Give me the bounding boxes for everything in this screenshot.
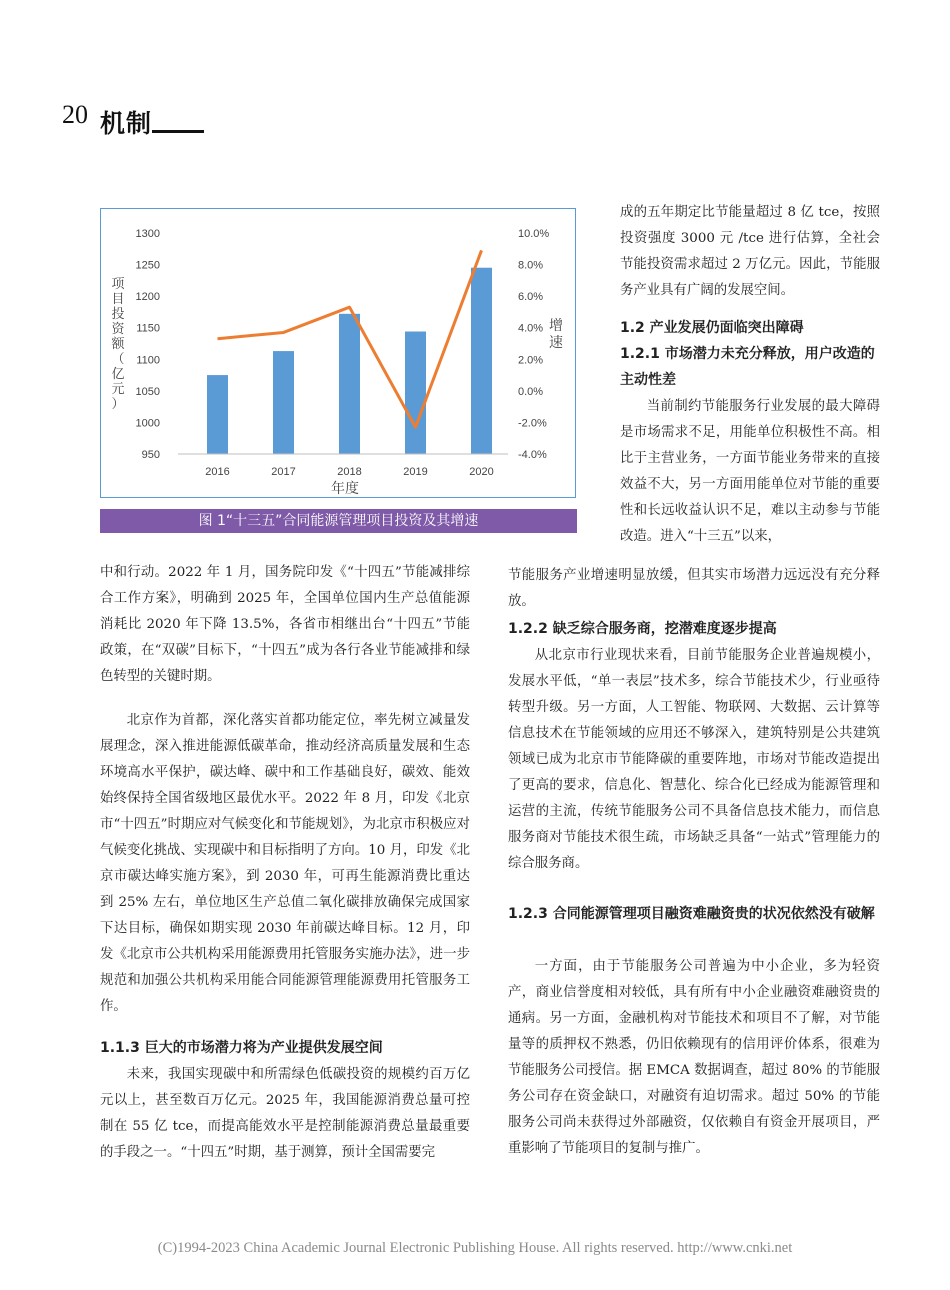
page-number: 20 bbox=[62, 100, 88, 129]
left-tick-label: 1200 bbox=[135, 291, 160, 304]
paragraph-1-2-2: 从北京市行业现状来看，目前节能服务企业普遍规模小，发展水平低，“单一表层”技术多，综合节能技术少，行业亟待转型升级。另一方面，人工智能、物联网、大数据、云计算等信息技术在节能领域的应用还不够深入，建筑特别是公共建筑领域已成为北京市节能降碳的重要阵地，市场对节能改造提出了更高的要求，信息化、智慧化、综合化已经成为能源管理和运营的主流，传统节能服务公司不具备信息技术能力，而信息服务商对节能技术很生疏，市场缺乏具备“一站式”管理能力的综合服务商。 bbox=[508, 648, 880, 871]
left-tick-label: 1150 bbox=[136, 322, 160, 335]
left-axis-title-char: （ bbox=[111, 352, 125, 367]
paragraph-1-2-1-b: 节能服务产业增速明显放缓，但其实市场潜力远远没有充分释放。 bbox=[508, 568, 880, 609]
paragraph-left-1: 中和行动。2022 年 1 月，国务院印发《“十四五”节能减排综合工作方案》，明确到 2025 年，全国单位国内生产总值能源消耗比 2020 年下降 13.5%，各省市相继出台“十四五”节能政策，在“双碳”目标下，“十四五”成为各行各业节能减排和绿色转型的关键时期。 bbox=[100, 565, 470, 684]
bar-2019 bbox=[405, 332, 426, 454]
left-axis-title-char: 额 bbox=[111, 337, 125, 352]
right-axis-title-char: 增 bbox=[549, 318, 563, 334]
paragraph-left-3: 未来，我国实现碳中和所需绿色低碳投资的规模约百万亿元以上，甚至数百万亿元。2025 年，我国能源消费总量可控制在 55 亿 tce，而提高能效水平是控制能源消费总量最重要的手段之一。“十四五”时期，基于测算，预计全国需要完 bbox=[100, 1067, 470, 1160]
heading-1-2-1: 1.2.1 市场潜力未充分释放，用户改造的主动性差 bbox=[620, 346, 875, 388]
copyright-footer: (C)1994-2023 China Academic Journal Electronic Publishing House. All rights reserved. http://www.cnki.net bbox=[157, 1240, 793, 1256]
section-title: 机制 bbox=[100, 109, 153, 138]
left-axis-title-char: 目 bbox=[111, 292, 125, 307]
left-tick-label: 1100 bbox=[136, 354, 160, 367]
figure-caption: 图 1“十三五”合同能源管理项目投资及其增速 bbox=[100, 509, 577, 533]
right-tick-label: 10.0% bbox=[518, 228, 550, 240]
combo-chart bbox=[100, 208, 576, 498]
left-axis-title-char: 元 bbox=[111, 382, 125, 397]
heading-1-2-3: 1.2.3 合同能源管理项目融资难融资贵的状况依然没有破解 bbox=[508, 906, 875, 922]
x-tick-label: 2016 bbox=[205, 466, 230, 478]
left-tick-label: 1250 bbox=[135, 259, 160, 272]
paragraph-right-top: 成的五年期定比节能量超过 8 亿 tce，按照投资强度 3000 元 /tce 进行估算，全社会节能投资需求超过 2 万亿元。因此，节能服务产业具有广阔的发展空间。 bbox=[620, 205, 880, 298]
left-axis-title-char: 亿 bbox=[111, 367, 125, 382]
bar-2017 bbox=[273, 351, 294, 454]
right-axis-title-char: 速 bbox=[549, 335, 563, 351]
heading-1-1-3: 1.1.3 巨大的市场潜力将为产业提供发展空间 bbox=[100, 1040, 383, 1056]
x-tick-label: 2020 bbox=[469, 466, 494, 478]
paragraph-left-2: 北京作为首都，深化落实首都功能定位，率先树立减量发展理念，深入推进能源低碳革命，推动经济高质量发展和生态环境高水平保护，碳达峰、碳中和工作基础良好，碳效、能效始终保持全国省级地区最优水平。2022 年 8 月，印发《北京市“十四五”时期应对气候变化和节能规划》，为北京市积极应对气候变化挑战、实现碳中和目标指明了方向。10 月，印发《北京市碳达峰实施方案》，到 2030 年，可再生能源消费比重达到 25% 左右，单位地区生产总值二氧化碳排放确保完成国家下达目标，确保如期实现 2030 年前碳达峰目标。12 月，印发《北京市公共机构采用能源费用托管服务实施办法》，进一步规范和加强公共机构采用能合同能源管理能源费用托管服务工作。 bbox=[100, 713, 470, 1014]
left-axis-title-char: 项 bbox=[111, 277, 125, 292]
x-tick-label: 2019 bbox=[403, 466, 428, 478]
left-tick-label: 1000 bbox=[135, 417, 160, 430]
bar-2020 bbox=[471, 268, 492, 454]
right-tick-label: 2.0% bbox=[518, 354, 544, 367]
x-tick-label: 2017 bbox=[271, 466, 296, 478]
right-tick-label: 0.0% bbox=[518, 385, 544, 398]
left-tick-label: 1050 bbox=[135, 385, 160, 398]
left-tick-label: 950 bbox=[141, 449, 160, 461]
bar-2016 bbox=[207, 375, 228, 454]
left-axis-title-char: 资 bbox=[111, 322, 125, 337]
heading-1-2: 1.2 产业发展仍面临突出障碍 bbox=[620, 320, 804, 336]
right-tick-label: -4.0% bbox=[518, 449, 547, 461]
title-underline bbox=[152, 130, 204, 133]
right-tick-label: 4.0% bbox=[518, 322, 544, 335]
right-tick-label: 8.0% bbox=[518, 259, 544, 272]
left-tick-label: 1300 bbox=[135, 228, 160, 240]
paragraph-1-2-1-a: 当前制约节能服务行业发展的最大障碍是市场需求不足，用能单位积极性不高。相比于主营业务，一方面节能业务带来的直接效益不大，另一方面用能单位对节能的重要性和长远收益认识不足，难以主动参与节能改造。进入“十三五”以来， bbox=[620, 399, 880, 544]
bar-2018 bbox=[339, 314, 360, 454]
right-tick-label: -2.0% bbox=[518, 417, 547, 430]
x-axis-title: 年度 bbox=[331, 481, 359, 497]
paragraph-1-2-3: 一方面，由于节能服务公司普遍为中小企业，多为轻资产，商业信誉度相对较低，具有所有中小企业融资难融资贵的通病。另一方面，金融机构对节能技术和项目不了解，对节能量等的质押权不熟悉，仍旧依赖现有的信用评价体系，很难为节能服务公司授信。据 EMCA 数据调查，超过 80% 的节能服务公司存在资金缺口，对融资有迫切需求。超过 50% 的节能服务公司尚未获得过外部融资，仅依赖自有资金开展项目，严重影响了节能项目的复制与推广。 bbox=[508, 959, 880, 1156]
left-axis-title-char: 投 bbox=[111, 307, 125, 322]
x-tick-label: 2018 bbox=[337, 466, 362, 478]
right-tick-label: 6.0% bbox=[518, 291, 544, 304]
heading-1-2-2: 1.2.2 缺乏综合服务商，挖潜难度逐步提高 bbox=[508, 621, 777, 637]
left-axis-title-char: ） bbox=[111, 397, 125, 412]
